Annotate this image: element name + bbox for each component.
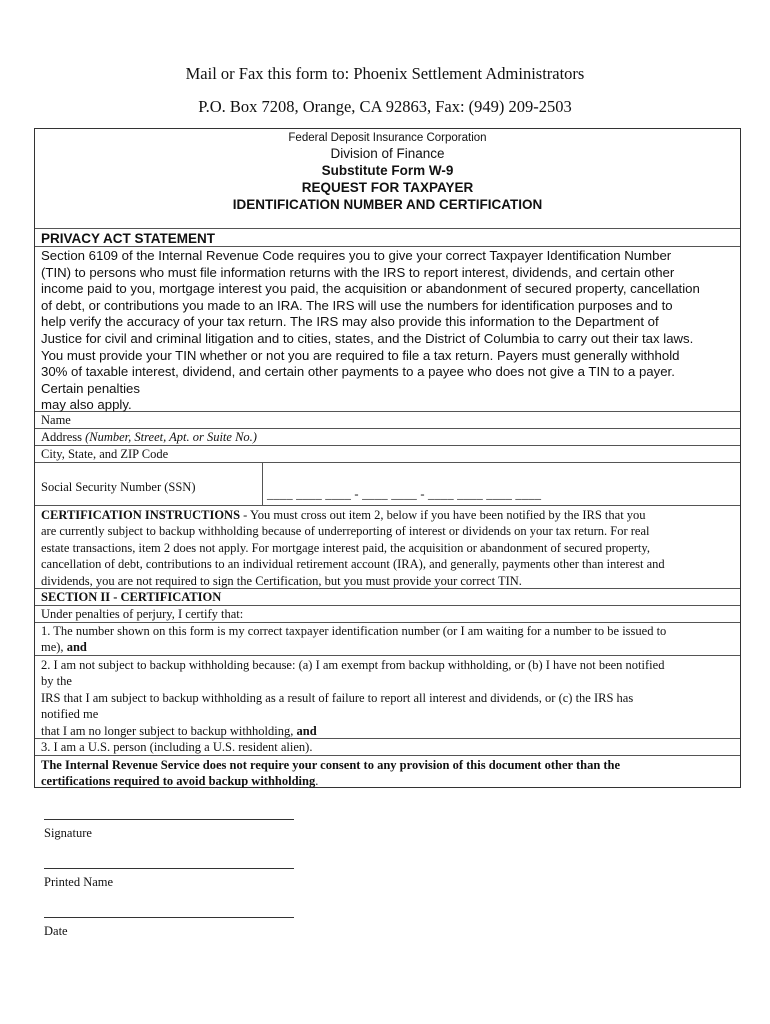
item-1-line: 1. The number shown on this form is my correct taxpayer identification number (or I am waiting for a number to be issued to <box>41 624 667 638</box>
cert-instr-line: - You must cross out item 2, below if you have been notified by the IRS that you <box>240 508 646 522</box>
section-2-title: SECTION II - CERTIFICATION <box>35 589 740 606</box>
item-2-line: IRS that I am subject to backup withholding as a result of failure to report all interest and dividends, or (c) the IRS has <box>41 690 634 705</box>
irs-period: . <box>315 774 319 789</box>
perjury-statement: Under penalties of perjury, I certify that: <box>35 606 740 623</box>
date-label: Date <box>44 924 68 938</box>
signature-line[interactable] <box>44 818 294 820</box>
w9-form <box>34 128 741 788</box>
request-line: REQUEST FOR TAXPAYER <box>301 180 474 195</box>
printed-name-block <box>44 867 294 890</box>
ssn-divider <box>262 463 263 506</box>
privacy-line: income paid to you, mortgage interest you paid, the acquisition or abandonment of secured property, cancellation <box>41 281 700 297</box>
item-2-line: that I am no longer subject to backup withholding, <box>41 723 297 738</box>
mail-instruction-line: Mail or Fax this form to: Phoenix Settlement Administrators <box>185 64 585 83</box>
item-2-line: by the <box>41 674 72 689</box>
date-line[interactable] <box>44 916 294 918</box>
ssn-input[interactable]: ____ ____ ____ - ____ ____ - ____ ____ ____ ____ <box>267 487 542 501</box>
privacy-line: 30% of taxable interest, dividend, and certain other payments to a payee who does not give a TIN to a payer. <box>41 364 675 380</box>
cert-instr-line: cancellation of debt, contributions to an individual retirement account (IRA), and generally, payments other than interest and <box>41 557 665 572</box>
address-label: Address <box>41 430 82 444</box>
identification-line: IDENTIFICATION NUMBER AND CERTIFICATION <box>232 197 543 212</box>
item-1-and: and <box>66 640 87 655</box>
irs-line: certifications required to avoid backup withholding <box>41 774 316 789</box>
printed-name-label: Printed Name <box>44 875 114 889</box>
privacy-line: Justice for civil and criminal litigation and to cities, states, and the District of Columbia to carry out their tax laws. <box>41 330 694 346</box>
certification-instructions <box>35 506 740 589</box>
cert-instr-line: dividends, you are not required to sign the Certification, but you must provide your correct TIN. <box>41 573 522 588</box>
privacy-line: You must provide your TIN whether or not you are required to file a tax return. Payers must generally withhold <box>41 347 680 363</box>
address-hint: (Number, Street, Apt. or Suite No.) <box>85 430 257 444</box>
certification-item-3: 3. I am a U.S. person (including a U.S. resident alien). <box>35 739 740 756</box>
certification-item-1 <box>35 623 740 656</box>
item-2-line: notified me <box>41 707 99 722</box>
printed-name-line[interactable] <box>44 867 294 869</box>
item-1-line: me), <box>41 640 67 655</box>
certification-item-2 <box>35 656 740 739</box>
ssn-label: Social Security Number (SSN) <box>41 480 196 494</box>
privacy-act-title: PRIVACY ACT STATEMENT <box>35 229 740 247</box>
name-label: Name <box>41 413 71 427</box>
city-state-zip-field[interactable] <box>35 446 740 463</box>
date-block <box>44 916 294 939</box>
item-2-and: and <box>296 723 317 738</box>
irs-consent-statement <box>35 756 740 789</box>
certification-instructions-title: CERTIFICATION INSTRUCTIONS <box>41 508 241 522</box>
form-title: Substitute Form W-9 <box>321 163 454 178</box>
irs-line: The Internal Revenue Service does not require your consent to any provision of this document other than the <box>41 758 621 772</box>
item-2-line: 2. I am not subject to backup withholding because: (a) I am exempt from backup withholding, or (b) I have not been notified <box>41 658 665 672</box>
signature-label: Signature <box>44 826 92 840</box>
privacy-line: may also apply. <box>41 397 132 413</box>
cert-instr-line: estate transactions, item 2 does not apply. For mortgage interest paid, the acquisition or abandonment of secured property, <box>41 540 650 555</box>
form-header <box>35 129 740 229</box>
mailing-address-line: P.O. Box 7208, Orange, CA 92863, Fax: (949) 209-2503 <box>198 97 572 116</box>
signature-block <box>44 818 294 841</box>
privacy-line: Certain penalties <box>41 380 140 396</box>
city-state-zip-label: City, State, and ZIP Code <box>41 447 169 461</box>
division-name: Division of Finance <box>330 146 445 161</box>
agency-name: Federal Deposit Insurance Corporation <box>288 132 487 144</box>
privacy-line: Section 6109 of the Internal Revenue Code requires you to give your correct Taxpayer Identification Number <box>41 248 672 263</box>
privacy-line: (TIN) to persons who must file information returns with the IRS to report interest, dividends, and certain other <box>41 264 675 280</box>
privacy-line: of debt, or contributions you made to an IRA. The IRS will use the numbers for identification purposes and to <box>41 297 673 313</box>
privacy-line: help verify the accuracy of your tax return. The IRS may also provide this information to the Department of <box>41 314 659 330</box>
name-field[interactable] <box>35 412 740 429</box>
cert-instr-line: are currently subject to backup withholding because of underreporting of interest or dividends on your tax return. For real <box>41 524 650 539</box>
address-field[interactable] <box>35 429 740 446</box>
ssn-row <box>35 463 740 506</box>
privacy-act-statement <box>35 247 740 412</box>
